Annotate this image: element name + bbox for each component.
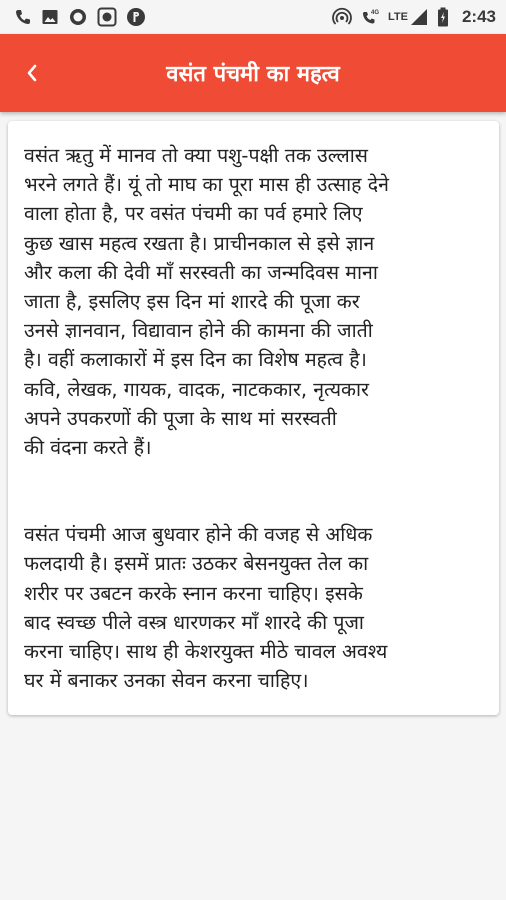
svg-text:4G: 4G — [371, 10, 379, 16]
image-icon — [41, 8, 59, 26]
radio-icon — [97, 7, 117, 27]
battery-icon — [437, 7, 449, 27]
article-card — [8, 121, 499, 715]
phone-icon — [14, 8, 32, 26]
article-paragraph: वसंत ऋतु में मानव तो क्या पशु-पक्षी तक उल्लास भरने लगते हैं। यूं तो माघ का पूरा मास ही उत्साह देने वाला होता है, पर वसंत पंचमी का पर्व हमारे लिए कुछ खास महत्व रखता है। प्राचीनकाल से इसे ज्ञान और कला की देवी माँ सरस्वती का जन्मदिवस माना जाता है, इसलिए इस दिन मां शारदे की पूजा कर उनसे ज्ञानवान, विद्यावान होने की कामना की जाती है। वहीं कलाकारों में इस दिन का विशेष महत्व है। कवि, लेखक, गायक, वादक, नाटककार, नृत्यकार अपने उपकरणों की पूजा के साथ मां सरस्वती की वंदना करते हैं। — [24, 144, 389, 460]
p-icon — [126, 7, 146, 27]
notification-icons — [14, 7, 146, 27]
signal-icon — [388, 8, 428, 26]
app-bar — [0, 34, 506, 112]
status-bar — [0, 0, 506, 34]
record-icon — [68, 7, 88, 27]
network-type-label: LTE — [388, 10, 408, 23]
call-4g-icon — [361, 8, 379, 26]
page-title: वसंत पंचमी का महत्व — [166, 62, 340, 87]
hotspot-icon — [332, 7, 352, 27]
article-paragraph: वसंत पंचमी आज बुधवार होने की वजह से अधिक फलदायी है। इसमें प्रातः उठकर बेसनयुक्त तेल का शरीर पर उबटन करके स्नान करना चाहिए। इसके बाद स्वच्छ पीले वस्त्र धारणकर माँ शारदे की पूजा करना चाहिए। साथ ही केशरयुक्त मीठे चावल अवश्य घर में बनाकर उनका सेवन करना चाहिए। — [24, 523, 388, 693]
system-icons — [332, 7, 496, 27]
clock: 2:43 — [461, 7, 496, 26]
